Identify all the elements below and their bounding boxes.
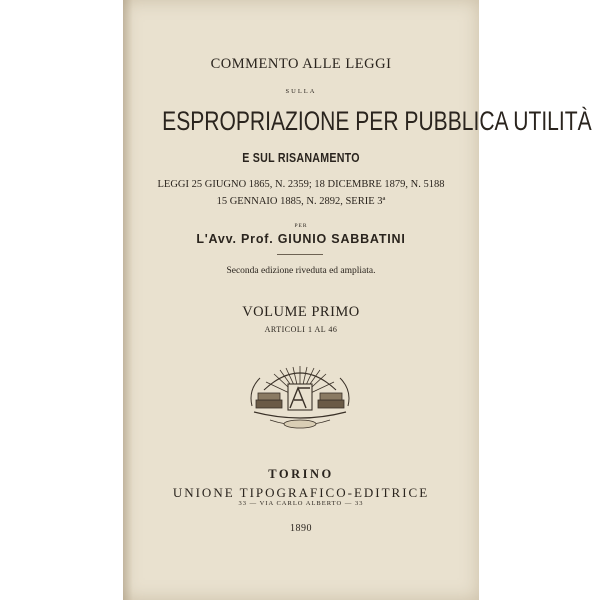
- publisher-name: UNIONE TIPOGRAFICO-EDITRICE: [172, 485, 430, 500]
- by-label: PER: [294, 223, 308, 229]
- laws-line-1: LEGGI 25 GIUGNO 1865, N. 2359; 18 DICEMBRE 1879, N. 5188: [157, 179, 445, 190]
- publication-city: TORINO: [268, 467, 334, 481]
- author-name: L'Avv. Prof. GIUNIO SABBATINI: [196, 232, 406, 246]
- publication-year: 1890: [290, 523, 312, 534]
- main-title: ESPROPRIAZIONE PER PUBBLICA UTILITÀ: [162, 106, 592, 136]
- publisher-address: 33 — VIA CARLO ALBERTO — 33: [238, 500, 364, 507]
- edition-note: Seconda edizione riveduta ed ampliata.: [226, 266, 376, 276]
- laws-line-2: 15 GENNAIO 1885, N. 2892, SERIE 3ª: [216, 196, 386, 207]
- divider-rule: [277, 254, 323, 255]
- volume-label: VOLUME PRIMO: [242, 304, 360, 320]
- articles-range: ARTICOLI 1 AL 46: [264, 325, 338, 334]
- title-heading: COMMENTO ALLE LEGGI: [210, 56, 392, 72]
- printer-emblem-icon: [246, 360, 354, 432]
- subtitle: E SUL RISANAMENTO: [242, 150, 360, 165]
- title-connector: SULLA: [285, 88, 317, 95]
